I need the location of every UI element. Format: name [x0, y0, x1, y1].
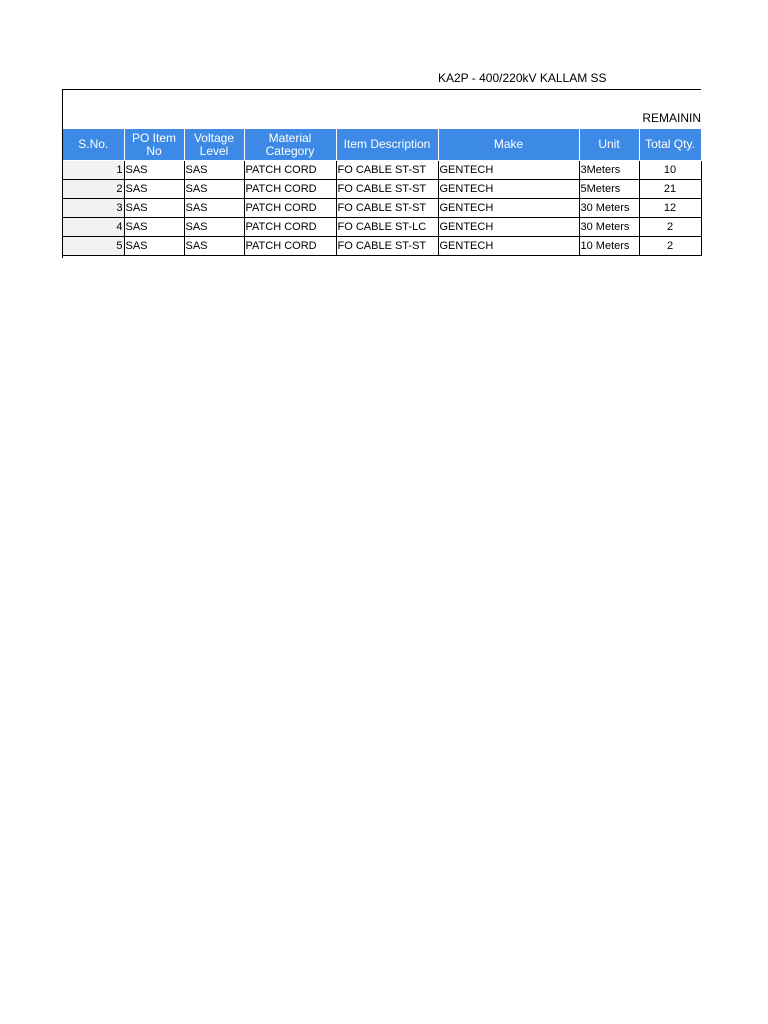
cell-unit: 10 Meters — [579, 237, 639, 256]
cell-qty: 12 — [639, 199, 701, 218]
material-sheet — [62, 89, 701, 258]
cell-qty: 21 — [639, 180, 701, 199]
cell-po-item: SAS — [124, 218, 184, 237]
cell-sno: 5 — [63, 237, 124, 256]
cell-po-item: SAS — [124, 180, 184, 199]
cell-unit: 30 Meters — [579, 218, 639, 237]
cell-voltage: SAS — [184, 237, 244, 256]
cell-unit: 30 Meters — [579, 199, 639, 218]
table-row — [63, 218, 701, 237]
header-item-description: Item Description — [336, 129, 438, 161]
table-row — [63, 161, 701, 180]
cell-make: GENTECH — [438, 199, 579, 218]
cell-description: FO CABLE ST-ST — [336, 199, 438, 218]
cell-po-item: SAS — [124, 199, 184, 218]
cell-sno: 4 — [63, 218, 124, 237]
remaining-label: REMAININ — [642, 111, 701, 125]
cell-po-item: SAS — [124, 237, 184, 256]
cell-voltage: SAS — [184, 199, 244, 218]
cell-category: PATCH CORD — [244, 218, 336, 237]
cell-description: FO CABLE ST-ST — [336, 180, 438, 199]
table-row — [63, 237, 701, 256]
cell-sno: 3 — [63, 199, 124, 218]
material-table — [63, 128, 702, 256]
cell-category: PATCH CORD — [244, 199, 336, 218]
header-material-category: Material Category — [244, 129, 336, 161]
cell-qty: 10 — [639, 161, 701, 180]
header-unit: Unit — [579, 129, 639, 161]
table-row — [63, 199, 701, 218]
cell-description: FO CABLE ST-ST — [336, 161, 438, 180]
cell-category: PATCH CORD — [244, 237, 336, 256]
cell-make: GENTECH — [438, 180, 579, 199]
header-voltage-level: Voltage Level — [184, 129, 244, 161]
cell-qty: 2 — [639, 218, 701, 237]
header-make: Make — [438, 129, 579, 161]
cell-make: GENTECH — [438, 237, 579, 256]
header-po-item-no: PO Item No — [124, 129, 184, 161]
cell-make: GENTECH — [438, 161, 579, 180]
cell-voltage: SAS — [184, 161, 244, 180]
header-total-qty: Total Qty. — [639, 129, 701, 161]
cell-voltage: SAS — [184, 180, 244, 199]
cell-sno: 1 — [63, 161, 124, 180]
cell-sno: 2 — [63, 180, 124, 199]
table-header-row — [63, 129, 701, 161]
cell-category: PATCH CORD — [244, 180, 336, 199]
cell-description: FO CABLE ST-LC — [336, 218, 438, 237]
cell-make: GENTECH — [438, 218, 579, 237]
cell-unit: 3Meters — [579, 161, 639, 180]
cell-qty: 2 — [639, 237, 701, 256]
header-sno: S.No. — [63, 129, 124, 161]
cell-po-item: SAS — [124, 161, 184, 180]
cell-category: PATCH CORD — [244, 161, 336, 180]
cell-unit: 5Meters — [579, 180, 639, 199]
page-title: KA2P - 400/220kV KALLAM SS — [438, 71, 607, 85]
table-row — [63, 180, 701, 199]
cell-description: FO CABLE ST-ST — [336, 237, 438, 256]
cell-voltage: SAS — [184, 218, 244, 237]
